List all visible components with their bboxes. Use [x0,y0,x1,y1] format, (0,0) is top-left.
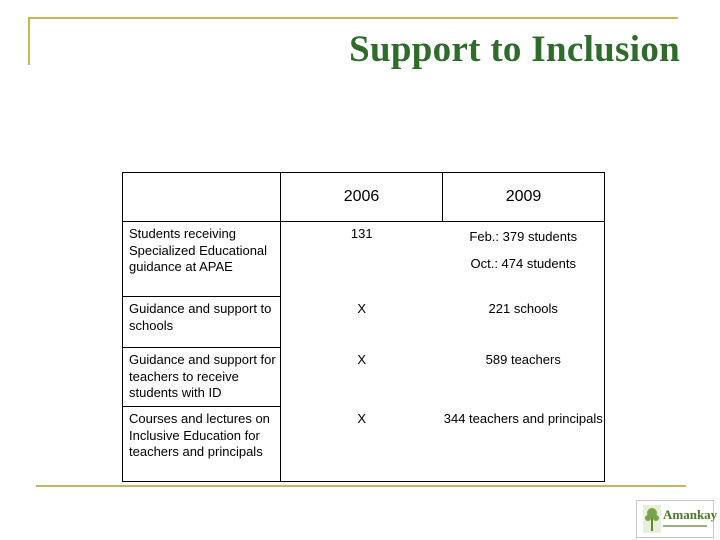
value-2006: X [357,351,367,367]
row-label: Courses and lectures on Inclusive Education for teachers and principals [123,407,281,482]
amankay-logo [636,500,718,538]
table-row [123,348,605,407]
value-2009: 589 teachers [443,348,605,407]
bottom-accent-line [36,485,686,487]
logo-text: Amankay [663,507,718,522]
row-label: Guidance and support to schools [123,297,281,348]
top-accent-line [28,17,678,19]
table-row [123,297,605,348]
value-2006: 131 [350,226,373,241]
row-label: Guidance and support for teachers to receive students with ID [123,348,281,407]
logo-underline [663,525,707,527]
row-label: Students receiving Specialized Educational guidance at APAE [123,222,281,297]
value-2009: 221 schools [443,297,605,348]
slide-title: Support to Inclusion [349,29,680,70]
left-accent-line [28,17,30,65]
tree-logo-icon [643,505,661,533]
header-2006: 2006 [281,173,443,222]
support-table [122,172,605,482]
table-row [123,407,605,482]
table-header-row [123,173,605,222]
value-2009-feb: Feb.: 379 students [469,229,578,244]
value-2006: X [357,300,367,316]
header-2009: 2009 [443,173,605,222]
value-2006: X [281,407,443,482]
table-row [123,222,605,297]
value-2009-oct: Oct.: 474 students [470,255,576,271]
header-empty-cell [123,173,281,222]
value-2009 [443,222,605,297]
value-2009: 344 teachers and principals [443,407,605,482]
